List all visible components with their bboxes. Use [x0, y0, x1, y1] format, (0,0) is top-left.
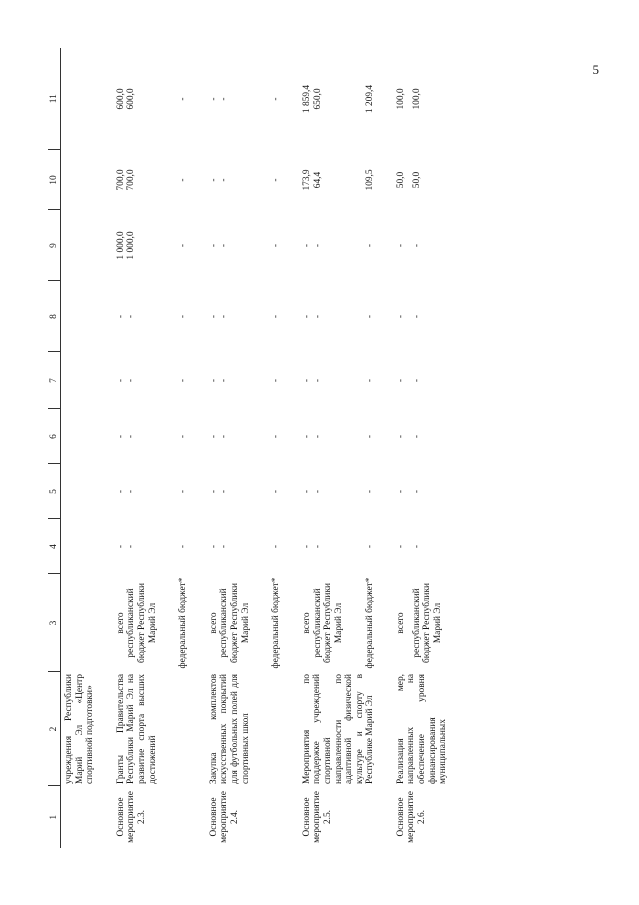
value-cell: - — [208, 243, 219, 248]
value-cell: 1 209,4 — [364, 84, 375, 114]
funding-source: всего — [301, 612, 312, 634]
value-cell: - — [219, 243, 230, 248]
value-cell: - — [219, 434, 230, 439]
funding-source: республиканский бюджет Республики Марий Эл — [312, 582, 344, 664]
value-cell: - — [312, 434, 323, 439]
value-cell: - — [219, 178, 230, 182]
value-cell: - — [115, 378, 126, 383]
value-cell: - — [271, 434, 282, 439]
value-cell: - — [126, 489, 137, 494]
value-cell: - — [115, 544, 126, 549]
value-cell: 50,0 — [395, 171, 406, 189]
funding-source: всего — [395, 612, 406, 634]
funding-table — [48, 48, 449, 848]
value-cell: 109,5 — [364, 169, 375, 191]
value-cell: - — [395, 314, 406, 319]
value-cell: - — [301, 544, 312, 549]
value-cell: - — [364, 314, 375, 319]
value-cell: - — [312, 378, 323, 383]
value-cell: - — [178, 434, 189, 439]
value-cell: - — [411, 243, 422, 248]
value-cell: - — [219, 378, 230, 383]
value-cell: - — [178, 97, 189, 101]
value-cell: - — [364, 434, 375, 439]
col-header: 6 — [48, 409, 61, 464]
value-cell: - — [301, 378, 312, 383]
value-cell: - — [208, 314, 219, 319]
table-row — [376, 48, 412, 848]
funding-source: республиканский бюджет Республики Марий Эл — [219, 582, 251, 664]
value-cell: 100,0 — [395, 88, 406, 110]
value-cell: - — [301, 434, 312, 439]
value-cell: - — [126, 544, 137, 549]
value-cell: - — [301, 243, 312, 248]
value-cell: - — [115, 489, 126, 494]
value-cell: - — [364, 243, 375, 248]
value-cell: - — [178, 544, 189, 549]
value-cell: - — [271, 178, 282, 182]
value-cell: - — [271, 378, 282, 383]
value-cell: - — [364, 378, 375, 383]
value-cell: - — [271, 97, 282, 101]
value-cell: - — [126, 434, 137, 439]
value-cell: - — [301, 489, 312, 494]
value-cell: - — [271, 544, 282, 549]
value-cell: 600,0 — [126, 88, 137, 110]
value-cell: - — [411, 544, 422, 549]
value-cell: 1 000,0 — [126, 231, 137, 260]
value-cell: - — [208, 434, 219, 439]
value-cell: - — [219, 314, 230, 319]
table-row — [189, 48, 220, 848]
value-cell: - — [411, 314, 422, 319]
value-cell: - — [312, 489, 323, 494]
value-cell: - — [178, 243, 189, 248]
value-cell: - — [178, 489, 189, 494]
value-cell: - — [126, 314, 137, 319]
value-cell: 1 859,4 — [301, 84, 312, 114]
value-cell: - — [364, 544, 375, 549]
value-cell: 100,0 — [411, 88, 422, 110]
measure-label: Основное мероприятие 2.6. — [395, 791, 428, 843]
rotated-table-page — [48, 48, 582, 848]
value-cell: - — [395, 434, 406, 439]
col-header: 10 — [48, 150, 61, 210]
measure-name: Закупка комплектов искусственных покрытий для футбольных полей для спортивных школ — [208, 674, 251, 784]
funding-source: федеральный бюджет* — [271, 577, 282, 669]
value-cell: 650,0 — [312, 88, 323, 110]
value-cell: - — [219, 544, 230, 549]
value-cell: - — [178, 314, 189, 319]
value-cell: - — [208, 378, 219, 383]
value-cell: - — [115, 314, 126, 319]
funding-source: всего — [115, 612, 126, 634]
value-cell: 600,0 — [115, 88, 126, 110]
table-body — [96, 48, 449, 848]
value-cell: - — [208, 544, 219, 549]
table-row — [282, 48, 313, 848]
value-cell: - — [208, 97, 219, 101]
value-cell: - — [271, 314, 282, 319]
value-cell: 64,4 — [312, 171, 323, 189]
value-cell: - — [178, 178, 189, 182]
measure-label: Основное мероприятие 2.4. — [208, 791, 240, 843]
measure-name: Гранты Правительства Республики Марий Эл на развитие спорта высших достижений — [115, 674, 158, 784]
col-header: 2 — [48, 672, 61, 786]
value-cell: - — [312, 314, 323, 319]
value-cell: - — [411, 378, 422, 383]
continuation-row — [61, 48, 96, 848]
page-number: 5 — [592, 62, 599, 77]
value-cell: - — [395, 544, 406, 549]
value-cell: - — [115, 434, 126, 439]
funding-source: всего — [208, 612, 219, 634]
value-cell: - — [364, 489, 375, 494]
value-cell: 50,0 — [411, 171, 422, 189]
value-cell: - — [271, 489, 282, 494]
value-cell: 700,0 — [115, 169, 126, 191]
value-cell: - — [219, 97, 230, 101]
measure-name: Реализация мер, направленных на обеспечение уровня финансирования муниципальных — [395, 674, 449, 784]
value-cell: - — [271, 243, 282, 248]
column-header-row — [48, 48, 61, 848]
value-cell: - — [411, 489, 422, 494]
measure-label: Основное мероприятие 2.5. — [301, 791, 333, 843]
funding-source: федеральный бюджет* — [178, 577, 189, 669]
col-header: 9 — [48, 210, 61, 281]
value-cell: - — [395, 243, 406, 248]
value-cell: - — [219, 489, 230, 494]
continuation-text: учреждения Республики Марий Эл «Центр спортивной подготовки» — [64, 674, 96, 784]
value-cell: 173,9 — [301, 169, 312, 191]
col-header: 11 — [48, 48, 61, 150]
funding-source: республиканский бюджет Республики Марий Эл — [411, 582, 443, 664]
value-cell: - — [312, 243, 323, 248]
value-cell: - — [301, 314, 312, 319]
col-header: 4 — [48, 519, 61, 574]
funding-source: республиканский бюджет Республики Марий Эл — [126, 582, 158, 664]
measure-name: Мероприятия по поддержке учреждений спортивной направленности по адаптивной физической культуре и спорту в Республике Марий Эл — [301, 674, 376, 784]
table-row — [96, 48, 127, 848]
value-cell: - — [126, 378, 137, 383]
col-header: 7 — [48, 352, 61, 409]
measure-label: Основное мероприятие 2.3. — [115, 791, 147, 843]
value-cell: - — [178, 378, 189, 383]
col-header: 3 — [48, 574, 61, 672]
col-header: 1 — [48, 786, 61, 848]
col-header: 8 — [48, 281, 61, 352]
value-cell: - — [395, 378, 406, 383]
value-cell: 700,0 — [126, 169, 137, 191]
value-cell: - — [395, 489, 406, 494]
value-cell: - — [411, 434, 422, 439]
value-cell: - — [208, 178, 219, 182]
col-header: 5 — [48, 464, 61, 519]
funding-source: федеральный бюджет* — [364, 577, 375, 669]
value-cell: - — [312, 544, 323, 549]
value-cell: 1 000,0 — [115, 231, 126, 260]
value-cell: - — [208, 489, 219, 494]
